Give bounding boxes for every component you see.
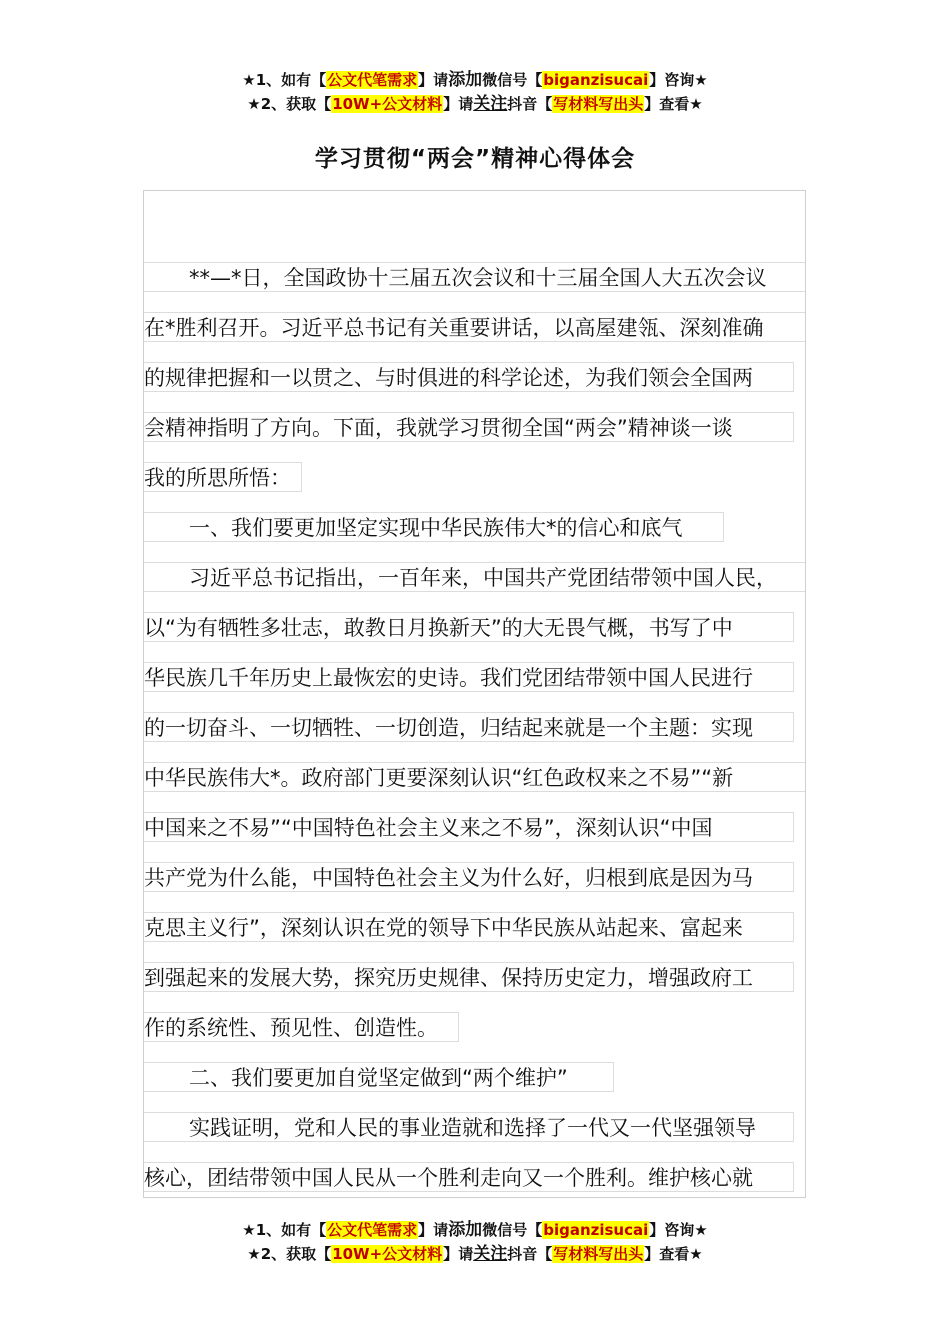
- banner-text: 】请: [443, 95, 474, 113]
- banner-text: 微信号【: [482, 1221, 543, 1239]
- text-line: 华民族几千年历史上最恢宏的史诗。我们党团结带领中国人民进行: [144, 662, 794, 692]
- banner-text: 】咨询★: [649, 1221, 708, 1239]
- banner-text: 】咨询★: [649, 71, 708, 89]
- text-line: 我的所思所悟：: [144, 462, 302, 492]
- banner-line-2: [0, 92, 950, 116]
- banner-text: 】查看★: [644, 95, 703, 113]
- text-line: **—*日，全国政协十三届五次会议和十三届全国人大五次会议: [144, 262, 806, 292]
- text-line: 中华民族伟大*。政府部门更要深刻认识“红色政权来之不易”“新: [144, 762, 806, 792]
- text-line: 习近平总书记指出，一百年来，中国共产党团结带领中国人民，: [144, 562, 806, 592]
- text-line: 克思主义行”，深刻认识在党的领导下中华民族从站起来、富起来: [144, 912, 794, 942]
- text-line: 核心，团结带领中国人民从一个胜利走向又一个胜利。维护核心就: [144, 1162, 794, 1192]
- banner-text: 】查看★: [644, 1245, 703, 1263]
- banner-text: 】请: [443, 1245, 474, 1263]
- highlight-service: 公文代笔需求: [327, 1221, 418, 1239]
- highlight-douyin-account: 写材料写出头: [553, 1245, 644, 1263]
- banner-text: 】请: [418, 1221, 449, 1239]
- highlight-wechat-id: biganzisucai: [543, 1221, 649, 1239]
- document-body: [143, 190, 806, 1198]
- text-line: 的规律把握和一以贯之、与时俱进的科学论述，为我们领会全国两: [144, 362, 794, 392]
- banner-text: 】请: [418, 71, 449, 89]
- banner-text: 微信号【: [482, 71, 543, 89]
- banner-text: 抖音【: [507, 95, 553, 113]
- banner-emphasis: 添加: [448, 1220, 483, 1240]
- text-line: 会精神指明了方向。下面，我就学习贯彻全国“两会”精神谈一谈: [144, 412, 794, 442]
- banner-emphasis: 关注: [473, 94, 508, 114]
- banner-text: 抖音【: [507, 1245, 553, 1263]
- text-line: 共产党为什么能，中国特色社会主义为什么好，归根到底是因为马: [144, 862, 794, 892]
- banner-line-2: [0, 1242, 950, 1266]
- text-line: 实践证明，党和人民的事业造就和选择了一代又一代坚强领导: [144, 1112, 794, 1142]
- highlight-materials: 10W+公文材料: [332, 95, 443, 113]
- text-line: 在*胜利召开。习近平总书记有关重要讲话，以高屋建瓴、深刻准确: [144, 312, 806, 342]
- banner-text: ★1、如有【: [242, 1221, 327, 1239]
- banner-text: ★2、获取【: [247, 1245, 332, 1263]
- highlight-wechat-id: biganzisucai: [543, 71, 649, 89]
- document-title: 学习贯彻“两会”精神心得体会: [314, 146, 636, 172]
- banner-text: ★2、获取【: [247, 95, 332, 113]
- banner-text: ★1、如有【: [242, 71, 327, 89]
- banner-emphasis: 添加: [448, 70, 483, 90]
- banner-line-1: [0, 68, 950, 92]
- highlight-douyin-account: 写材料写出头: [553, 95, 644, 113]
- highlight-materials: 10W+公文材料: [332, 1245, 443, 1263]
- banner-emphasis: 关注: [473, 1244, 508, 1264]
- banner-line-1: [0, 1218, 950, 1242]
- highlight-service: 公文代笔需求: [327, 71, 418, 89]
- text-line: 中国来之不易”“中国特色社会主义来之不易”，深刻认识“中国: [144, 812, 794, 842]
- section-heading-1: 一、我们要更加坚定实现中华民族伟大*的信心和底气: [144, 512, 724, 542]
- text-line: 作的系统性、预见性、创造性。: [144, 1012, 459, 1042]
- text-line: 以“为有牺牲多壮志，敢教日月换新天”的大无畏气概，书写了中: [144, 612, 794, 642]
- section-heading-2: 二、我们要更加自觉坚定做到“两个维护”: [144, 1062, 614, 1092]
- text-line: 到强起来的发展大势，探究历史规律、保持历史定力，增强政府工: [144, 962, 794, 992]
- top-banner: [0, 68, 950, 116]
- text-line: 的一切奋斗、一切牺牲、一切创造，归结起来就是一个主题：实现: [144, 712, 794, 742]
- bottom-banner: [0, 1218, 950, 1266]
